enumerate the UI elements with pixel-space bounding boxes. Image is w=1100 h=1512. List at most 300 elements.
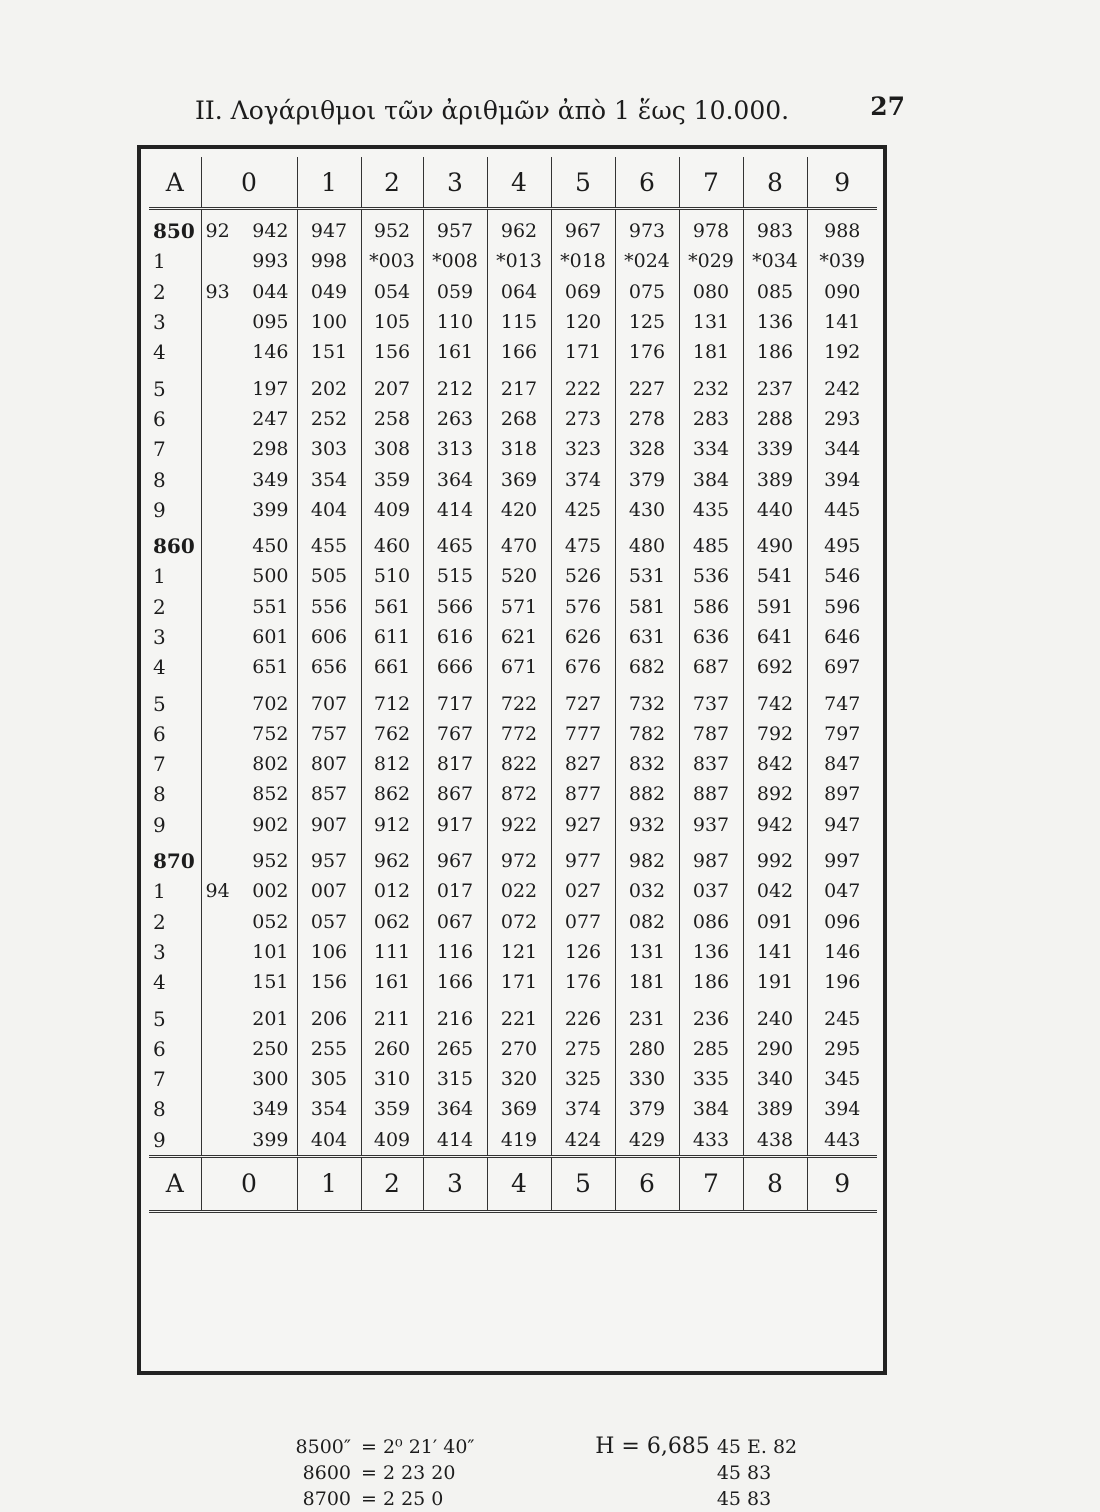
row-prefix: 94 <box>205 880 230 903</box>
table-row <box>149 719 877 749</box>
table-cell <box>201 404 297 434</box>
cell-value: 782 <box>628 722 666 745</box>
table-cell <box>201 464 297 494</box>
table-cell <box>615 592 679 622</box>
table-cell <box>679 997 743 1033</box>
cell-value: 787 <box>692 722 730 745</box>
cell-value: 671 <box>500 656 538 679</box>
cell-value: 993 <box>252 250 289 273</box>
table-row <box>149 277 877 307</box>
cell-value: 151 <box>310 341 348 364</box>
table-cell <box>807 840 877 876</box>
row-label: 860 <box>153 534 195 559</box>
table-cell <box>487 307 551 337</box>
table-row <box>149 840 877 876</box>
table-cell <box>743 525 807 561</box>
table-cell <box>743 495 807 525</box>
table-cell <box>201 876 297 906</box>
cell-value: 116 <box>436 940 474 963</box>
table-cell <box>807 1064 877 1094</box>
table-cell <box>297 495 361 525</box>
table-cell <box>807 622 877 652</box>
table-cell <box>297 1094 361 1124</box>
table-cell <box>679 719 743 749</box>
column-header: 5 <box>551 157 615 209</box>
cell-value: 325 <box>564 1068 602 1091</box>
table-cell <box>679 682 743 718</box>
table-cell <box>807 525 877 561</box>
table-cell <box>615 810 679 840</box>
cell-value: 216 <box>436 1007 474 1030</box>
cell-value: 433 <box>692 1128 730 1151</box>
table-cell <box>551 525 615 561</box>
table-cell <box>361 907 423 937</box>
table-cell <box>201 967 297 997</box>
cell-value: 007 <box>310 880 348 903</box>
table-cell <box>361 277 423 307</box>
cell-value: 057 <box>310 910 348 933</box>
table-cell <box>807 997 877 1033</box>
cell-value: 646 <box>824 626 861 648</box>
footnote-angle: = 2⁰ 21′ 40″ <box>361 1436 475 1458</box>
cell-value: 192 <box>824 341 861 364</box>
table-cell <box>615 682 679 718</box>
cell-value: 983 <box>756 220 794 243</box>
table-cell <box>297 779 361 809</box>
cell-value: 250 <box>252 1037 289 1060</box>
cell-value: 298 <box>252 438 289 461</box>
cell-value: 957 <box>436 220 474 243</box>
table-cell <box>551 434 615 464</box>
table-cell <box>487 622 551 652</box>
table-cell <box>743 464 807 494</box>
cell-value: 692 <box>756 656 794 679</box>
table-cell <box>201 907 297 937</box>
table-cell <box>551 1094 615 1124</box>
cell-value: 978 <box>692 220 730 243</box>
cell-value: 191 <box>756 971 794 994</box>
table-cell <box>487 997 551 1033</box>
row-label: 1 <box>153 249 166 274</box>
cell-value: 621 <box>500 626 538 648</box>
cell-value: 772 <box>500 722 538 745</box>
footnote-h <box>571 1486 747 1512</box>
cell-value: 666 <box>436 656 474 679</box>
table-row <box>149 810 877 840</box>
table-cell <box>743 622 807 652</box>
table-cell <box>679 561 743 591</box>
column-footer: A <box>149 1156 201 1211</box>
cell-value: 977 <box>564 850 602 873</box>
cell-value: 862 <box>373 783 411 806</box>
cell-value: 270 <box>500 1037 538 1060</box>
table-cell <box>361 434 423 464</box>
cell-value: 293 <box>824 407 861 430</box>
cell-value: *024 <box>624 250 670 273</box>
cell-value: 576 <box>564 595 602 618</box>
cell-value: 897 <box>824 783 861 806</box>
table-cell <box>297 209 361 247</box>
footnote-h-digits: 45 <box>716 1462 741 1484</box>
cell-value: 998 <box>310 250 348 273</box>
cell-value: 536 <box>692 565 730 588</box>
cell-value: 101 <box>252 940 289 963</box>
cell-value: 495 <box>824 535 861 558</box>
table-row <box>149 246 877 276</box>
table-cell <box>201 937 297 967</box>
table-cell <box>807 337 877 367</box>
cell-value: 887 <box>692 783 730 806</box>
cell-value: 211 <box>373 1007 411 1030</box>
table-cell <box>551 652 615 682</box>
cell-value: *013 <box>496 250 542 273</box>
cell-value: 012 <box>373 880 411 903</box>
table-cell <box>201 652 297 682</box>
cell-value: 394 <box>824 468 861 491</box>
footnote-h <box>571 1460 747 1486</box>
table-cell <box>361 561 423 591</box>
cell-value: 217 <box>500 377 538 400</box>
cell-value: 323 <box>564 438 602 461</box>
table-cell <box>487 367 551 403</box>
table-cell <box>423 907 487 937</box>
cell-value: 335 <box>692 1068 730 1091</box>
table-cell <box>679 592 743 622</box>
cell-value: 404 <box>310 498 348 521</box>
row-label: 1 <box>153 564 166 589</box>
cell-value: 450 <box>252 535 289 558</box>
table-cell <box>361 337 423 367</box>
cell-value: 997 <box>824 850 861 873</box>
table-cell <box>615 1064 679 1094</box>
table-cell <box>297 907 361 937</box>
cell-value: 369 <box>500 468 538 491</box>
cell-value: *003 <box>369 250 415 273</box>
row-label: 8 <box>153 1097 166 1122</box>
cell-value: 596 <box>824 595 861 618</box>
table-row <box>149 907 877 937</box>
cell-value: 973 <box>628 220 666 243</box>
cell-value: 176 <box>564 971 602 994</box>
row-label: 5 <box>153 1006 166 1031</box>
table-cell <box>423 1064 487 1094</box>
footnote-h-digits: 45 <box>716 1488 741 1510</box>
table-cell <box>487 937 551 967</box>
cell-value: 002 <box>252 880 289 903</box>
cell-value: 967 <box>564 220 602 243</box>
row-label: 4 <box>153 970 166 995</box>
cell-value: 832 <box>628 753 666 776</box>
cell-value: 082 <box>628 910 666 933</box>
table-cell <box>423 495 487 525</box>
table-cell <box>361 937 423 967</box>
cell-value: 922 <box>500 813 538 836</box>
table-cell <box>551 967 615 997</box>
cell-value: 059 <box>436 280 474 303</box>
cell-value: 202 <box>310 377 348 400</box>
cell-value: 414 <box>436 1128 474 1151</box>
table-cell <box>679 434 743 464</box>
cell-value: 120 <box>564 311 602 334</box>
cell-value: 095 <box>252 311 289 334</box>
table-cell <box>807 307 877 337</box>
cell-value: 676 <box>564 656 602 679</box>
cell-value: 631 <box>628 626 666 648</box>
table-cell <box>551 997 615 1033</box>
cell-value: 394 <box>824 1098 861 1121</box>
footnote-line <box>281 1486 861 1512</box>
table-cell <box>487 277 551 307</box>
cell-value: 626 <box>564 626 602 648</box>
table-cell <box>201 592 297 622</box>
table-cell <box>807 277 877 307</box>
column-footer-row <box>149 1156 877 1211</box>
table-cell <box>743 1034 807 1064</box>
table-cell <box>297 810 361 840</box>
table-cell <box>361 997 423 1033</box>
table-cell <box>615 404 679 434</box>
table-cell <box>551 622 615 652</box>
footnote-seconds: 8600 <box>302 1462 351 1484</box>
table-cell <box>423 209 487 247</box>
table-cell <box>743 246 807 276</box>
column-footer: 7 <box>679 1156 743 1211</box>
cell-value: 541 <box>756 565 794 588</box>
cell-value: 561 <box>373 595 411 618</box>
cell-value: 485 <box>692 535 730 558</box>
column-header: 3 <box>423 157 487 209</box>
logarithm-table <box>149 157 877 1213</box>
cell-value: 090 <box>824 280 861 303</box>
table-cell <box>807 561 877 591</box>
cell-value: 737 <box>692 692 730 715</box>
cell-value: 877 <box>564 783 602 806</box>
cell-value: 988 <box>824 220 861 243</box>
column-footer: 3 <box>423 1156 487 1211</box>
table-cell <box>487 495 551 525</box>
table-cell <box>743 209 807 247</box>
table-cell <box>361 1034 423 1064</box>
cell-value: 300 <box>252 1068 289 1091</box>
cell-value: 328 <box>628 438 666 461</box>
table-cell <box>551 246 615 276</box>
table-cell <box>807 464 877 494</box>
cell-value: 320 <box>500 1068 538 1091</box>
table-row <box>149 561 877 591</box>
table-cell <box>743 367 807 403</box>
table-cell <box>487 810 551 840</box>
column-header-row <box>149 157 877 209</box>
table-cell <box>807 810 877 840</box>
table-cell <box>361 592 423 622</box>
table-cell <box>679 495 743 525</box>
column-header: 4 <box>487 157 551 209</box>
table-cell <box>297 876 361 906</box>
table-cell <box>807 209 877 247</box>
cell-value: 399 <box>252 1128 289 1151</box>
cell-value: 982 <box>628 850 666 873</box>
table-cell <box>679 907 743 937</box>
table-cell <box>743 434 807 464</box>
table-cell <box>807 1094 877 1124</box>
cell-value: 077 <box>564 910 602 933</box>
cell-value: 369 <box>500 1098 538 1121</box>
cell-value: 872 <box>500 783 538 806</box>
cell-value: 531 <box>628 565 666 588</box>
cell-value: 972 <box>500 850 538 873</box>
cell-value: 438 <box>756 1128 794 1151</box>
table-cell <box>615 434 679 464</box>
table-row <box>149 209 877 247</box>
cell-value: 151 <box>252 971 289 994</box>
cell-value: 255 <box>310 1037 348 1060</box>
table-cell <box>743 1064 807 1094</box>
table-cell <box>297 719 361 749</box>
table-cell <box>679 749 743 779</box>
cell-value: 802 <box>252 753 289 776</box>
column-header: 9 <box>807 157 877 209</box>
table-cell <box>679 840 743 876</box>
cell-value: 334 <box>692 438 730 461</box>
column-header: 0 <box>201 157 297 209</box>
column-footer: 0 <box>201 1156 297 1211</box>
column-header: 1 <box>297 157 361 209</box>
table-cell <box>679 1125 743 1157</box>
cell-value: 049 <box>310 280 348 303</box>
cell-value: 817 <box>436 753 474 776</box>
cell-value: 275 <box>564 1037 602 1060</box>
table-row <box>149 779 877 809</box>
table-cell <box>201 1125 297 1157</box>
cell-value: 475 <box>564 535 602 558</box>
table-cell <box>679 525 743 561</box>
cell-value: 480 <box>628 535 666 558</box>
cell-value: 420 <box>500 498 538 521</box>
table-cell <box>297 1125 361 1157</box>
cell-value: 912 <box>373 813 411 836</box>
table-cell <box>807 1034 877 1064</box>
cell-value: 792 <box>756 722 794 745</box>
cell-value: 707 <box>310 692 348 715</box>
table-row <box>149 997 877 1033</box>
table-cell <box>551 840 615 876</box>
cell-value: 470 <box>500 535 538 558</box>
cell-value: 242 <box>824 377 861 400</box>
cell-value: 414 <box>436 498 474 521</box>
cell-value: 867 <box>436 783 474 806</box>
table-cell <box>551 367 615 403</box>
table-cell <box>743 561 807 591</box>
table-cell <box>423 367 487 403</box>
cell-value: 310 <box>373 1068 411 1091</box>
footnote-e: 83 <box>747 1488 772 1510</box>
cell-value: 288 <box>756 407 794 430</box>
cell-value: 260 <box>373 1037 411 1060</box>
cell-value: 822 <box>500 753 538 776</box>
cell-value: 767 <box>436 722 474 745</box>
table-cell <box>615 209 679 247</box>
cell-value: 285 <box>692 1037 730 1060</box>
row-label: 4 <box>153 340 166 365</box>
table-row <box>149 592 877 622</box>
table-cell <box>743 307 807 337</box>
table-cell <box>361 1094 423 1124</box>
table-cell <box>201 525 297 561</box>
table-cell <box>361 307 423 337</box>
cell-value: 166 <box>500 341 538 364</box>
table-cell <box>679 810 743 840</box>
table-cell <box>551 937 615 967</box>
cell-value: 080 <box>692 280 730 303</box>
row-label: 4 <box>153 655 166 680</box>
table-cell <box>201 307 297 337</box>
cell-value: 757 <box>310 722 348 745</box>
cell-value: 937 <box>692 813 730 836</box>
table-cell <box>551 749 615 779</box>
cell-value: 445 <box>824 498 861 521</box>
cell-value: 186 <box>692 971 730 994</box>
table-cell <box>743 1125 807 1157</box>
table-cell <box>297 561 361 591</box>
cell-value: 435 <box>692 498 730 521</box>
cell-value: 505 <box>310 565 348 588</box>
table-cell <box>487 1034 551 1064</box>
cell-value: 161 <box>436 341 474 364</box>
cell-value: 927 <box>564 813 602 836</box>
table-row <box>149 367 877 403</box>
footnote-line <box>281 1460 861 1486</box>
table-cell <box>201 209 297 247</box>
table-row <box>149 622 877 652</box>
table-cell <box>615 307 679 337</box>
column-footer: 6 <box>615 1156 679 1211</box>
table-cell <box>297 749 361 779</box>
table-cell <box>423 561 487 591</box>
column-header: 8 <box>743 157 807 209</box>
row-label: 6 <box>153 721 166 746</box>
table-body <box>149 209 877 1157</box>
cell-value: 349 <box>252 468 289 491</box>
table-row <box>149 307 877 337</box>
table-cell <box>743 779 807 809</box>
cell-value: 017 <box>436 880 474 903</box>
table-cell <box>615 719 679 749</box>
cell-value: 636 <box>692 626 730 648</box>
table-cell <box>615 907 679 937</box>
table-cell <box>551 810 615 840</box>
table-cell <box>423 307 487 337</box>
table-cell <box>679 246 743 276</box>
cell-value: 827 <box>564 753 602 776</box>
row-label: 7 <box>153 752 166 777</box>
cell-value: 847 <box>824 753 861 776</box>
table-cell <box>807 404 877 434</box>
row-label: 1 <box>153 879 166 904</box>
cell-value: 551 <box>252 595 289 618</box>
cell-value: 687 <box>692 656 730 679</box>
table-cell <box>487 907 551 937</box>
cell-value: 957 <box>310 850 348 873</box>
cell-value: 727 <box>564 692 602 715</box>
cell-value: 111 <box>373 940 411 963</box>
cell-value: 722 <box>500 692 538 715</box>
page-header <box>195 92 905 125</box>
column-footer: 1 <box>297 1156 361 1211</box>
table-cell <box>743 967 807 997</box>
table-cell <box>201 434 297 464</box>
table-cell <box>615 1094 679 1124</box>
table-cell <box>361 719 423 749</box>
